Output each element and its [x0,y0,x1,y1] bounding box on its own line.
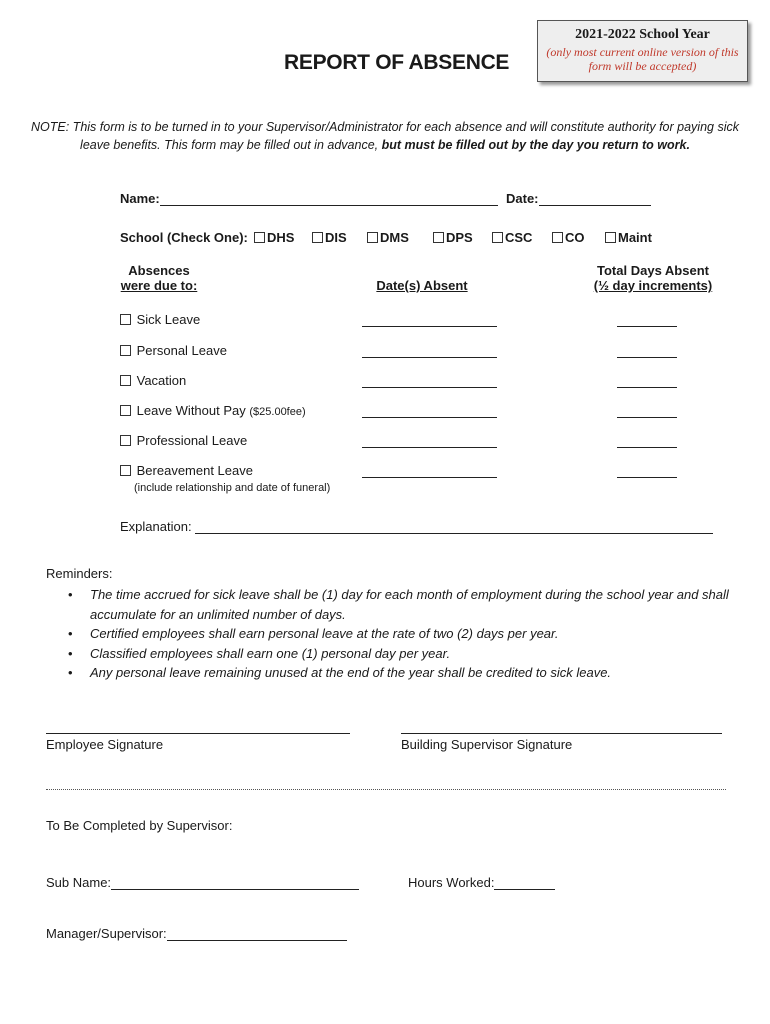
reminder-item: • Any personal leave remaining unused at the end of the year shall be credited to sick leave. [68,663,748,683]
sub-name-field[interactable] [111,889,359,890]
school-label: School (Check One): [120,230,248,245]
employee-signature-line[interactable] [46,733,350,734]
reason-personal-leave[interactable]: Personal Leave [120,343,227,358]
explanation-row [120,519,713,534]
date-row [506,191,651,206]
reason-leave-without-pay[interactable]: Leave Without Pay ($25.00fee) [120,403,306,418]
supervisor-signature-line[interactable] [401,733,722,734]
manager-row [46,926,347,941]
checkbox[interactable] [120,314,131,325]
school-option-dis[interactable]: DIS [312,230,347,245]
page-title: REPORT OF ABSENCE [284,51,510,74]
name-label: Name: [120,191,160,206]
date-label: Date: [506,191,539,206]
checkbox[interactable] [120,465,131,476]
school-option-co[interactable]: CO [552,230,585,245]
reminder-item: • Classified employees shall earn one (1) personal day per year. [68,644,748,664]
hours-worked-field[interactable] [494,889,555,890]
dates-absent-header: Date(s) Absent [376,278,468,293]
hours-worked-row [408,875,555,890]
date-absent-line[interactable] [362,477,497,478]
total-days-line[interactable] [617,326,677,327]
checkbox[interactable] [433,232,444,243]
reminders-list [68,585,748,683]
note-text: NOTE: This form is to be turned in to your Supervisor/Administrator for each absence and will constitute authority for paying sick leave benefits. This form may be filled out in advance, [31,120,739,152]
checkbox[interactable] [120,435,131,446]
date-absent-line[interactable] [362,357,497,358]
lwop-fee: ($25.00fee) [249,406,306,418]
name-row [120,191,498,206]
school-option-dps[interactable]: DPS [433,230,473,245]
absences-header: Absences were due to: [120,263,198,293]
employee-signature-label: Employee Signature [46,737,164,752]
checkbox[interactable] [120,345,131,356]
school-option-dms[interactable]: DMS [367,230,409,245]
reason-vacation[interactable]: Vacation [120,373,186,388]
explanation-label: Explanation: [120,519,192,534]
reminder-item: • Certified employees shall earn personal leave at the rate of two (2) days per year. [68,624,748,644]
school-year-box [537,20,748,82]
dotted-divider [46,789,726,790]
supervisor-signature-label: Building Supervisor Signature [401,737,573,752]
school-year-note: (only most current online version of this form will be accepted) [546,45,739,73]
checkbox[interactable] [254,232,265,243]
checkbox[interactable] [552,232,563,243]
manager-label: Manager/Supervisor: [46,926,167,941]
form-note [30,118,740,154]
sub-name-label: Sub Name: [46,875,112,890]
total-days-header: Total Days Absent (½ day increments) [593,263,713,293]
reminders-label: Reminders: [46,566,113,581]
checkbox[interactable] [120,405,131,416]
explanation-field[interactable] [195,533,713,534]
school-option-maint[interactable]: Maint [605,230,652,245]
reason-sick-leave[interactable]: Sick Leave [120,312,200,327]
date-absent-line[interactable] [362,447,497,448]
school-option-csc[interactable]: CSC [492,230,532,245]
date-absent-line[interactable] [362,326,497,327]
reason-bereavement-leave[interactable]: Bereavement Leave [120,463,253,478]
reason-professional-leave[interactable]: Professional Leave [120,433,247,448]
name-field[interactable] [160,205,498,206]
checkbox[interactable] [492,232,503,243]
reminder-item: • The time accrued for sick leave shall be (1) day for each month of employment during the school year and shall accumulate for an unlimited number of days. [68,585,748,624]
total-days-line[interactable] [617,357,677,358]
sub-name-row [46,875,359,890]
supervisor-section-heading: To Be Completed by Supervisor: [46,818,233,833]
hours-worked-label: Hours Worked: [408,875,495,890]
checkbox[interactable] [120,375,131,386]
total-days-line[interactable] [617,477,677,478]
date-field[interactable] [539,205,651,206]
bereavement-note: (include relationship and date of funeral) [134,482,331,494]
date-absent-line[interactable] [362,387,497,388]
note-bold-text: but must be filled out by the day you return to work. [381,138,690,152]
total-days-line[interactable] [617,417,677,418]
school-option-dhs[interactable]: DHS [254,230,294,245]
checkbox[interactable] [605,232,616,243]
date-absent-line[interactable] [362,417,497,418]
manager-field[interactable] [167,940,347,941]
total-days-line[interactable] [617,447,677,448]
total-days-line[interactable] [617,387,677,388]
checkbox[interactable] [312,232,323,243]
school-year: 2021-2022 School Year [575,27,710,42]
checkbox[interactable] [367,232,378,243]
